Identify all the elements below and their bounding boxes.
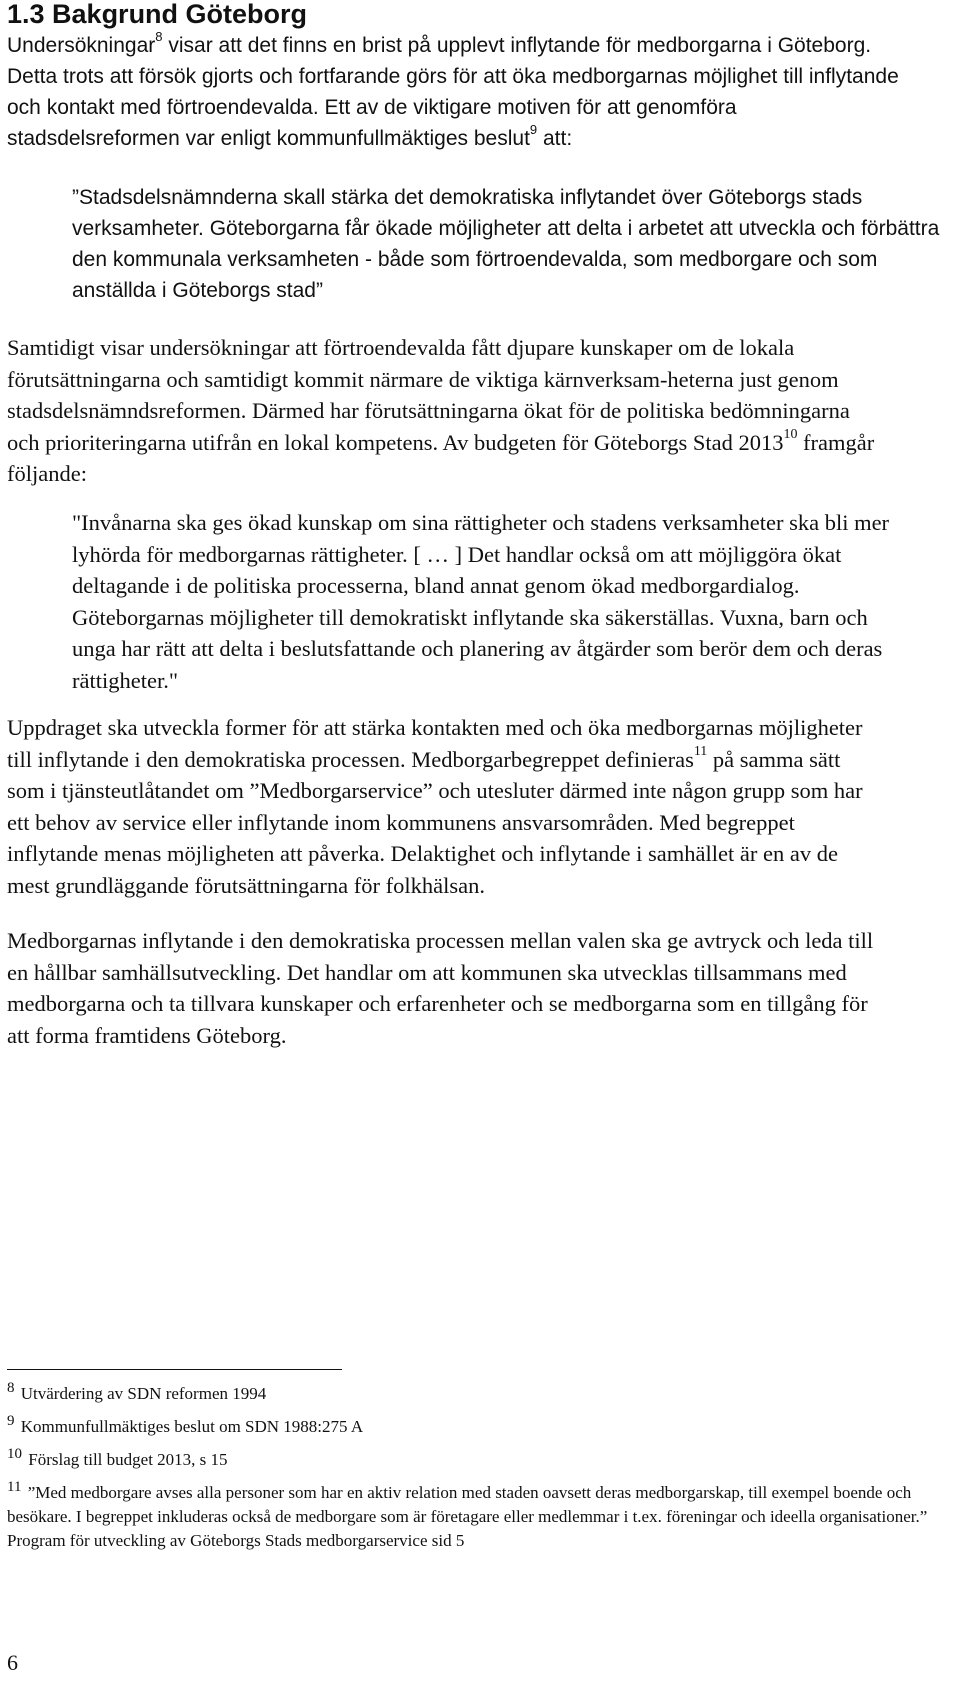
paragraph-intro-text-a: Undersökningar xyxy=(7,34,156,57)
footnote-8-number: 8 xyxy=(7,1379,15,1396)
footnote-9-number: 9 xyxy=(7,1412,15,1429)
footnote-9-text: Kommunfullmäktiges beslut om SDN 1988:275 A xyxy=(20,1417,364,1436)
footnotes xyxy=(7,1379,953,1562)
paragraph-intro-text-b: visar att det finns en brist på upplevt inflytande för medborgarna i Göteborg. Detta trots att försök gjorts och fortfarande görs för att öka medborgarnas möjlighet till inflytande och kontakt med förtroendevalda. Ett av de viktigare motiven för att genomföra stadsdelsreformen var enligt kommunfullmäktiges beslut xyxy=(7,34,899,150)
footnote-8-text: Utvärdering av SDN reformen 1994 xyxy=(20,1384,267,1403)
paragraph-uppdraget-text-a: Uppdraget ska utveckla former för att stärka kontakten med och öka medborgarnas möjligheter till inflytande i den demokratiska processen. Medborgarbegreppet definieras xyxy=(7,715,863,772)
footnote-ref-11[interactable]: 11 xyxy=(693,743,708,759)
footnote-10-text: Förslag till budget 2013, s 15 xyxy=(28,1450,228,1469)
paragraph-uppdraget xyxy=(7,712,877,901)
page-number: 6 xyxy=(7,1650,18,1675)
footnote-ref-9[interactable]: 9 xyxy=(529,121,538,137)
footnote-9 xyxy=(7,1412,953,1439)
paragraph-samtidigt-text-a: Samtidigt visar undersökningar att förtroendevalda fått djupare kunskaper om de lokala förutsättningarna och samtidigt kommit närmare de viktiga kärnverksam-heterna just genom stadsdelsnämndsreformen. Därmed har förutsättningarna ökat för de politiska bedömningarna och prioriteringarna utifrån en lokal kompetens. Av budgeten för Göteborgs Stad 2013 xyxy=(7,335,850,455)
quote-stadsdelsnamnderna: ”Stadsdelsnämnderna skall stärka det demokratiska inflytandet över Göteborgs stads verksamheter. Göteborgarna får ökade möjligheter att delta i arbetet att utveckla och förbättra den kommunala verksamheten - både som förtroendevalda, som medborgare och som anställda i Göteborgs stad” xyxy=(72,186,940,302)
footnote-8 xyxy=(7,1379,953,1406)
footnote-11 xyxy=(7,1478,953,1553)
paragraph-samtidigt-text-b: framgår följande: xyxy=(7,429,875,486)
paragraph-uppdraget-text-b: på samma sätt som i tjänsteutlåtandet om ”Medborgarservice” och utesluter därmed inte någon grupp som har ett behov av service eller inflytande inom kommunens ansvarsområden. Med begreppet inflytande menas möjligheten att påverka. Delaktighet och inflytande i samhället är en av de mest grundläggande förutsättningarna för folkhälsan. xyxy=(7,746,863,898)
section-heading: 1.3 Bakgrund Göteborg xyxy=(7,0,308,29)
footnote-11-number: 11 xyxy=(7,1478,22,1495)
paragraph-intro-text-c: att: xyxy=(537,127,573,150)
footnote-divider xyxy=(7,1369,342,1370)
footnote-10-number: 10 xyxy=(7,1445,22,1462)
footnote-ref-10[interactable]: 10 xyxy=(783,426,798,442)
paragraph-samtidigt xyxy=(7,332,882,490)
paragraph-medborgarnas: Medborgarnas inflytande i den demokratiska processen mellan valen ska ge avtryck och leda till en hållbar samhällsutveckling. Det handlar om att kommunen ska utvecklas tillsammans med medborgarna och ta tillvara kunskaper och erfarenheter och se medborgarna som en tillgång för att forma framtidens Göteborg. xyxy=(7,928,874,1048)
footnote-ref-8[interactable]: 8 xyxy=(155,28,163,44)
paragraph-intro xyxy=(7,30,907,154)
quote-budget: "Invånarna ska ges ökad kunskap om sina rättigheter och stadens verksamheter ska bli mer lyhörda för medborgarnas rättigheter. [ … ] Det handlar också om att möjliggöra ökat deltagande i de politiska processerna, bland annat genom ökad medborgardialog. Göteborgarnas möjligheter till demokratiskt inflytande ska säkerställas. Vuxna, barn och unga har rätt att delta i beslutsfattande och planering av åtgärder som berör dem och deras rättigheter." xyxy=(72,510,890,693)
footnote-11-text: ”Med medborgare avses alla personer som har en aktiv relation med staden oavsett deras medborgarskap, till exempel boende och besökare. I begreppet inkluderas också de medborgare som är företagare eller medlemmar i t.ex. föreningar och ideella organisationer.” Program för utveckling av Göteborgs Stads medborgarservice sid 5 xyxy=(7,1483,928,1550)
footnote-10 xyxy=(7,1445,953,1472)
